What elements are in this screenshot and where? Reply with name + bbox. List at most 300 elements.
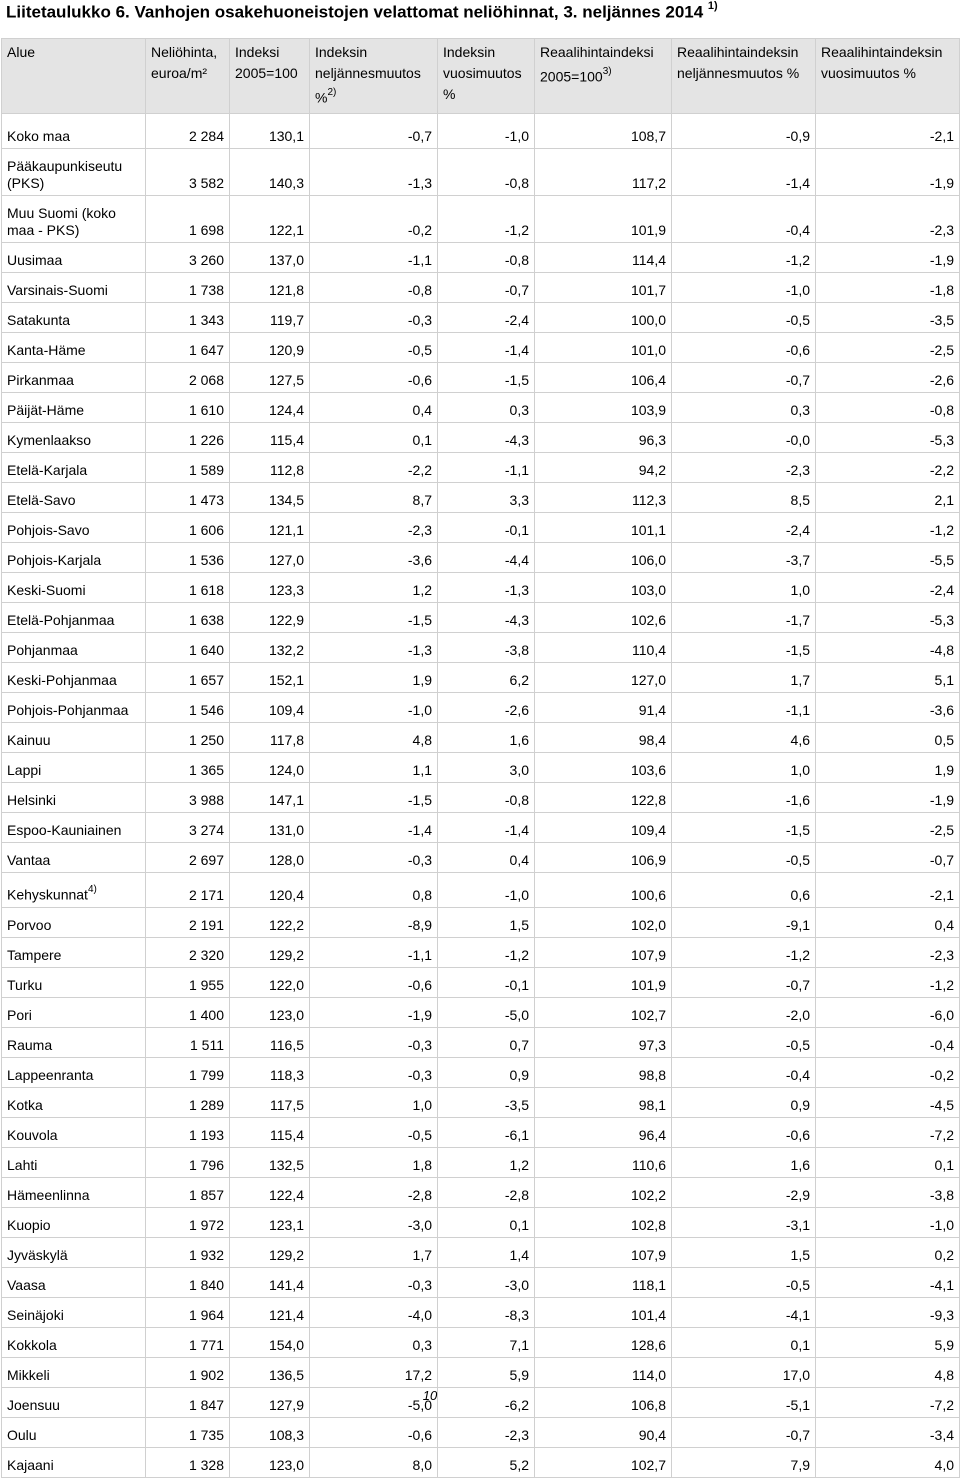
- table-row: [2, 1118, 960, 1148]
- value-cell: -0,6: [310, 968, 438, 998]
- value-cell: 108,3: [230, 1418, 310, 1448]
- value-cell: -2,3: [816, 196, 960, 243]
- value-cell: -2,4: [816, 573, 960, 603]
- table-row: [2, 908, 960, 938]
- value-cell: 97,3: [535, 1028, 672, 1058]
- value-cell: -1,2: [672, 938, 816, 968]
- table-row: [2, 1238, 960, 1268]
- value-cell: -1,1: [672, 693, 816, 723]
- region-name: Etelä-Savo: [2, 483, 146, 513]
- value-cell: 5,9: [438, 1358, 535, 1388]
- value-cell: -1,2: [438, 196, 535, 243]
- value-cell: 1 964: [146, 1298, 230, 1328]
- value-cell: 0,6: [672, 873, 816, 908]
- region-footnote: 4): [87, 884, 97, 896]
- region-name: Pohjois-Karjala: [2, 543, 146, 573]
- value-cell: -3,8: [438, 633, 535, 663]
- value-cell: -2,5: [816, 333, 960, 363]
- value-cell: -0,4: [672, 196, 816, 243]
- value-cell: 0,3: [438, 393, 535, 423]
- value-cell: 128,0: [230, 843, 310, 873]
- value-cell: 109,4: [230, 693, 310, 723]
- region-name: Lappi: [2, 753, 146, 783]
- value-cell: 3 274: [146, 813, 230, 843]
- value-cell: 108,7: [535, 114, 672, 149]
- value-cell: 1 365: [146, 753, 230, 783]
- value-cell: -2,3: [672, 453, 816, 483]
- value-cell: 106,4: [535, 363, 672, 393]
- value-cell: 103,9: [535, 393, 672, 423]
- value-cell: -0,7: [310, 114, 438, 149]
- region-name: Pääkaupunkiseutu (PKS): [2, 149, 146, 196]
- value-cell: 3 988: [146, 783, 230, 813]
- value-cell: 1 536: [146, 543, 230, 573]
- value-cell: -3,6: [816, 693, 960, 723]
- value-cell: 106,0: [535, 543, 672, 573]
- value-cell: 8,7: [310, 483, 438, 513]
- table-row: [2, 663, 960, 693]
- value-cell: 102,8: [535, 1208, 672, 1238]
- value-cell: -0,3: [310, 303, 438, 333]
- table-row: [2, 1268, 960, 1298]
- table-row: [2, 543, 960, 573]
- value-cell: 127,0: [230, 543, 310, 573]
- value-cell: 124,0: [230, 753, 310, 783]
- region-name: Varsinais-Suomi: [2, 273, 146, 303]
- value-cell: 123,3: [230, 573, 310, 603]
- value-cell: 102,7: [535, 998, 672, 1028]
- value-cell: 1,7: [310, 1238, 438, 1268]
- value-cell: -3,7: [672, 543, 816, 573]
- value-cell: 122,4: [230, 1178, 310, 1208]
- value-cell: -0,5: [310, 333, 438, 363]
- value-cell: 1,0: [310, 1088, 438, 1118]
- value-cell: -0,4: [672, 1058, 816, 1088]
- value-cell: 0,3: [672, 393, 816, 423]
- value-cell: 4,8: [310, 723, 438, 753]
- value-cell: 0,1: [816, 1148, 960, 1178]
- value-cell: 94,2: [535, 453, 672, 483]
- value-cell: 1,2: [310, 573, 438, 603]
- value-cell: 2,1: [816, 483, 960, 513]
- value-cell: 1,0: [672, 573, 816, 603]
- value-cell: -0,6: [672, 1118, 816, 1148]
- value-cell: 0,4: [438, 843, 535, 873]
- value-cell: -2,0: [672, 998, 816, 1028]
- value-cell: 112,3: [535, 483, 672, 513]
- value-cell: 1,4: [438, 1238, 535, 1268]
- value-cell: -0,7: [672, 968, 816, 998]
- value-cell: -5,1: [672, 1388, 816, 1418]
- value-cell: -2,8: [438, 1178, 535, 1208]
- value-cell: 100,6: [535, 873, 672, 908]
- value-cell: -0,8: [816, 393, 960, 423]
- table-row: [2, 393, 960, 423]
- value-cell: -0,5: [672, 843, 816, 873]
- value-cell: 98,4: [535, 723, 672, 753]
- region-name: Jyväskylä: [2, 1238, 146, 1268]
- value-cell: -0,7: [672, 1418, 816, 1448]
- value-cell: -0,6: [310, 363, 438, 393]
- value-cell: 1,0: [672, 753, 816, 783]
- table-row: [2, 273, 960, 303]
- region-name: Uusimaa: [2, 243, 146, 273]
- value-cell: 101,7: [535, 273, 672, 303]
- value-cell: 1,7: [672, 663, 816, 693]
- value-cell: 1 250: [146, 723, 230, 753]
- value-cell: 140,3: [230, 149, 310, 196]
- value-cell: -1,4: [438, 333, 535, 363]
- table-row: [2, 1178, 960, 1208]
- value-cell: 1 657: [146, 663, 230, 693]
- value-cell: -3,8: [816, 1178, 960, 1208]
- value-cell: -3,1: [672, 1208, 816, 1238]
- value-cell: 101,0: [535, 333, 672, 363]
- value-cell: 121,8: [230, 273, 310, 303]
- value-cell: 136,5: [230, 1358, 310, 1388]
- price-table: [1, 38, 960, 1478]
- region-name: Pori: [2, 998, 146, 1028]
- value-cell: -0,8: [438, 149, 535, 196]
- value-cell: -4,3: [438, 423, 535, 453]
- value-cell: 101,9: [535, 968, 672, 998]
- value-cell: 98,1: [535, 1088, 672, 1118]
- value-cell: -1,4: [672, 149, 816, 196]
- value-cell: -0,8: [438, 783, 535, 813]
- table-row: [2, 843, 960, 873]
- value-cell: 152,1: [230, 663, 310, 693]
- region-name: Muu Suomi (koko maa - PKS): [2, 196, 146, 243]
- value-cell: 1 606: [146, 513, 230, 543]
- table-row: [2, 1088, 960, 1118]
- value-cell: 0,5: [816, 723, 960, 753]
- value-cell: 116,5: [230, 1028, 310, 1058]
- value-cell: 128,6: [535, 1328, 672, 1358]
- value-cell: -2,1: [816, 873, 960, 908]
- value-cell: 1,6: [672, 1148, 816, 1178]
- value-cell: 103,0: [535, 573, 672, 603]
- value-cell: 91,4: [535, 693, 672, 723]
- value-cell: 8,0: [310, 1448, 438, 1478]
- value-cell: 2 068: [146, 363, 230, 393]
- value-cell: 3,0: [438, 753, 535, 783]
- region-name: Lappeenranta: [2, 1058, 146, 1088]
- value-cell: 120,9: [230, 333, 310, 363]
- value-cell: -4,3: [438, 603, 535, 633]
- value-cell: 115,4: [230, 423, 310, 453]
- value-cell: -0,6: [310, 1418, 438, 1448]
- value-cell: 1 511: [146, 1028, 230, 1058]
- value-cell: 120,4: [230, 873, 310, 908]
- value-cell: 1 546: [146, 693, 230, 723]
- value-cell: 102,7: [535, 1448, 672, 1478]
- value-cell: 117,2: [535, 149, 672, 196]
- value-cell: 1 638: [146, 603, 230, 633]
- value-cell: 1 289: [146, 1088, 230, 1118]
- header-alue: Alue: [2, 39, 146, 114]
- region-name: Keski-Suomi: [2, 573, 146, 603]
- value-cell: -0,2: [310, 196, 438, 243]
- value-cell: 106,8: [535, 1388, 672, 1418]
- value-cell: -8,3: [438, 1298, 535, 1328]
- value-cell: -5,3: [816, 603, 960, 633]
- table-row: [2, 363, 960, 393]
- value-cell: -1,1: [310, 938, 438, 968]
- value-cell: 122,0: [230, 968, 310, 998]
- value-cell: -1,3: [310, 633, 438, 663]
- value-cell: 1 955: [146, 968, 230, 998]
- value-cell: -1,0: [672, 273, 816, 303]
- value-cell: 114,4: [535, 243, 672, 273]
- region-name: Rauma: [2, 1028, 146, 1058]
- value-cell: 0,3: [310, 1328, 438, 1358]
- value-cell: 109,4: [535, 813, 672, 843]
- table-row: [2, 1298, 960, 1328]
- value-cell: -1,2: [816, 968, 960, 998]
- region-name: Kymenlaakso: [2, 423, 146, 453]
- value-cell: 1 589: [146, 453, 230, 483]
- value-cell: 123,1: [230, 1208, 310, 1238]
- value-cell: 6,2: [438, 663, 535, 693]
- value-cell: -1,0: [438, 873, 535, 908]
- table-row: [2, 723, 960, 753]
- value-cell: 129,2: [230, 1238, 310, 1268]
- value-cell: 0,9: [438, 1058, 535, 1088]
- value-cell: -3,5: [816, 303, 960, 333]
- value-cell: -1,0: [438, 114, 535, 149]
- value-cell: 1 400: [146, 998, 230, 1028]
- value-cell: 0,9: [672, 1088, 816, 1118]
- value-cell: -0,8: [310, 273, 438, 303]
- value-cell: 1 799: [146, 1058, 230, 1088]
- value-cell: 1 738: [146, 273, 230, 303]
- value-cell: 1 610: [146, 393, 230, 423]
- value-cell: 1 640: [146, 633, 230, 663]
- value-cell: 112,8: [230, 453, 310, 483]
- value-cell: 119,7: [230, 303, 310, 333]
- table-row: [2, 423, 960, 453]
- value-cell: 2 191: [146, 908, 230, 938]
- table-row: [2, 693, 960, 723]
- value-cell: 7,9: [672, 1448, 816, 1478]
- region-name: Keski-Pohjanmaa: [2, 663, 146, 693]
- region-name: Kehyskunnat$^{4)}$: [2, 873, 146, 908]
- value-cell: 7,1: [438, 1328, 535, 1358]
- value-cell: 1 647: [146, 333, 230, 363]
- value-cell: -1,2: [816, 513, 960, 543]
- value-cell: 1 840: [146, 1268, 230, 1298]
- table-row: [2, 633, 960, 663]
- region-name: Kuopio: [2, 1208, 146, 1238]
- value-cell: 115,4: [230, 1118, 310, 1148]
- table-row: [2, 783, 960, 813]
- value-cell: -1,7: [672, 603, 816, 633]
- value-cell: -7,2: [816, 1118, 960, 1148]
- value-cell: 3 582: [146, 149, 230, 196]
- value-cell: 0,1: [672, 1328, 816, 1358]
- value-cell: 0,4: [310, 393, 438, 423]
- value-cell: 4,0: [816, 1448, 960, 1478]
- value-cell: -0,1: [438, 968, 535, 998]
- value-cell: 4,8: [816, 1358, 960, 1388]
- value-cell: 1 698: [146, 196, 230, 243]
- value-cell: 1,9: [816, 753, 960, 783]
- value-cell: -0,3: [310, 843, 438, 873]
- value-cell: -2,3: [816, 938, 960, 968]
- header-price: Neliöhinta, euroa/m²: [146, 39, 230, 114]
- value-cell: -2,6: [816, 363, 960, 393]
- table-row: [2, 968, 960, 998]
- value-cell: -1,2: [672, 243, 816, 273]
- value-cell: -0,5: [672, 1028, 816, 1058]
- region-name: Joensuu: [2, 1388, 146, 1418]
- table-row: [2, 1358, 960, 1388]
- value-cell: -1,3: [310, 149, 438, 196]
- page-number: 10: [422, 1388, 438, 1403]
- value-cell: 110,4: [535, 633, 672, 663]
- value-cell: 101,1: [535, 513, 672, 543]
- value-cell: 154,0: [230, 1328, 310, 1358]
- table-row: [2, 938, 960, 968]
- value-cell: 96,3: [535, 423, 672, 453]
- value-cell: 102,2: [535, 1178, 672, 1208]
- value-cell: -4,4: [438, 543, 535, 573]
- table-row: [2, 483, 960, 513]
- value-cell: 122,8: [535, 783, 672, 813]
- region-name: Kotka: [2, 1088, 146, 1118]
- value-cell: 17,0: [672, 1358, 816, 1388]
- value-cell: -0,6: [672, 333, 816, 363]
- value-cell: -0,5: [672, 303, 816, 333]
- header-row: [2, 39, 960, 114]
- value-cell: -2,2: [310, 453, 438, 483]
- value-cell: 117,8: [230, 723, 310, 753]
- value-cell: -3,5: [438, 1088, 535, 1118]
- value-cell: -6,2: [438, 1388, 535, 1418]
- value-cell: 1,1: [310, 753, 438, 783]
- region-name: Etelä-Karjala: [2, 453, 146, 483]
- value-cell: 127,5: [230, 363, 310, 393]
- table-row: [2, 1058, 960, 1088]
- table-row: [2, 149, 960, 196]
- value-cell: 127,9: [230, 1388, 310, 1418]
- table-row: [2, 1208, 960, 1238]
- value-cell: -1,6: [672, 783, 816, 813]
- value-cell: -1,5: [310, 603, 438, 633]
- value-cell: -1,3: [438, 573, 535, 603]
- value-cell: -1,5: [438, 363, 535, 393]
- value-cell: 98,8: [535, 1058, 672, 1088]
- value-cell: 1,5: [672, 1238, 816, 1268]
- value-cell: -2,9: [672, 1178, 816, 1208]
- value-cell: 5,1: [816, 663, 960, 693]
- value-cell: -0,9: [672, 114, 816, 149]
- value-cell: 102,0: [535, 908, 672, 938]
- value-cell: -0,4: [816, 1028, 960, 1058]
- table-row: [2, 998, 960, 1028]
- table-row: [2, 573, 960, 603]
- value-cell: -5,0: [310, 1388, 438, 1418]
- value-cell: 1 735: [146, 1418, 230, 1448]
- header-real-quarter: Reaalihintaindeksin neljännesmuutos %: [672, 39, 816, 114]
- region-name: Kouvola: [2, 1118, 146, 1148]
- value-cell: 1 473: [146, 483, 230, 513]
- value-cell: 101,9: [535, 196, 672, 243]
- value-cell: 137,0: [230, 243, 310, 273]
- value-cell: 114,0: [535, 1358, 672, 1388]
- value-cell: 5,9: [816, 1328, 960, 1358]
- value-cell: 1 972: [146, 1208, 230, 1238]
- value-cell: -0,7: [438, 273, 535, 303]
- value-cell: 106,9: [535, 843, 672, 873]
- region-name: Helsinki: [2, 783, 146, 813]
- value-cell: -0,5: [310, 1118, 438, 1148]
- header-real-year: Reaalihintaindeksin vuosimuutos %: [816, 39, 960, 114]
- value-cell: 131,0: [230, 813, 310, 843]
- table-row: [2, 1418, 960, 1448]
- table-row: [2, 453, 960, 483]
- table-row: [2, 753, 960, 783]
- value-cell: 121,1: [230, 513, 310, 543]
- value-cell: 123,0: [230, 1448, 310, 1478]
- value-cell: 2 284: [146, 114, 230, 149]
- value-cell: 1 847: [146, 1388, 230, 1418]
- value-cell: -7,2: [816, 1388, 960, 1418]
- value-cell: 0,1: [438, 1208, 535, 1238]
- region-name: Espoo-Kauniainen: [2, 813, 146, 843]
- value-cell: 122,2: [230, 908, 310, 938]
- table-row: [2, 513, 960, 543]
- value-cell: 1,5: [438, 908, 535, 938]
- value-cell: 132,5: [230, 1148, 310, 1178]
- region-name: Hämeenlinna: [2, 1178, 146, 1208]
- value-cell: -1,1: [438, 453, 535, 483]
- value-cell: 3,3: [438, 483, 535, 513]
- value-cell: -0,1: [438, 513, 535, 543]
- region-name: Koko maa: [2, 114, 146, 149]
- value-cell: -9,3: [816, 1298, 960, 1328]
- value-cell: -2,1: [816, 114, 960, 149]
- value-cell: 4,6: [672, 723, 816, 753]
- value-cell: -5,0: [438, 998, 535, 1028]
- value-cell: -1,1: [310, 243, 438, 273]
- header-index-year: Indeksin vuosimuutos %: [438, 39, 535, 114]
- value-cell: -0,8: [438, 243, 535, 273]
- value-cell: 118,3: [230, 1058, 310, 1088]
- value-cell: 8,5: [672, 483, 816, 513]
- value-cell: 124,4: [230, 393, 310, 423]
- value-cell: 141,4: [230, 1268, 310, 1298]
- region-name: Tampere: [2, 938, 146, 968]
- value-cell: -2,4: [672, 513, 816, 543]
- table-row: [2, 1328, 960, 1358]
- region-name: Pirkanmaa: [2, 363, 146, 393]
- value-cell: -3,4: [816, 1418, 960, 1448]
- value-cell: 107,9: [535, 1238, 672, 1268]
- value-cell: -1,9: [816, 783, 960, 813]
- value-cell: -4,8: [816, 633, 960, 663]
- table-row: [2, 603, 960, 633]
- value-cell: 1 226: [146, 423, 230, 453]
- value-cell: -5,3: [816, 423, 960, 453]
- value-cell: -2,5: [816, 813, 960, 843]
- value-cell: -1,4: [310, 813, 438, 843]
- value-cell: 1 193: [146, 1118, 230, 1148]
- value-cell: 132,2: [230, 633, 310, 663]
- value-cell: 1,9: [310, 663, 438, 693]
- region-name: Turku: [2, 968, 146, 998]
- value-cell: -4,1: [672, 1298, 816, 1328]
